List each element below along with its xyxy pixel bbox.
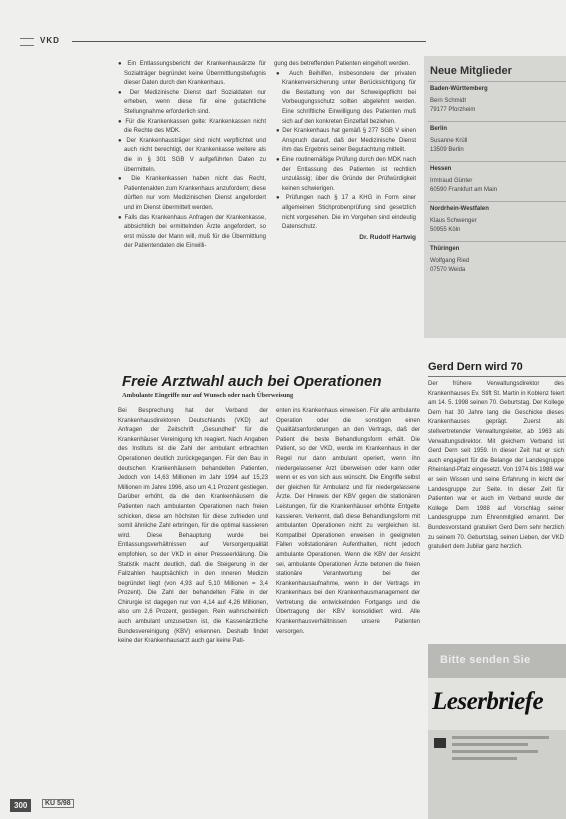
paragraph — [116, 89, 266, 118]
dern-column — [428, 380, 564, 640]
paragraph — [116, 175, 266, 213]
member-line: Irmtraud Günter — [430, 178, 473, 184]
member-line: Wolfgang Ried — [430, 258, 470, 264]
article-col2-text: enten ins Krankenhaus einweisen. Für alle ambulante Operation oder die sonstigen einen Qualitätsanforderungen an den Vertrags, daß der Patient die beste Behandlungsform erhält. Die Patient, so der VKD, werde im Krankenhaus in der Regel nur dann ambulant operiert, wenn ihn niedergelassener Arzt überweisen oder kann oder wenn er es von sich aus wünscht. Die Eingriffe selbst der gleichen für Ambulanz und für niedergelassene Ärzte. Der Hinweis der KBV gegen die stationären Leistungen, für die Krankenhäuser erhöhte Entgelte kassieren. Verkennt, daß diese Behandlungsform mit ambulanten Operationen nicht zu vergleichen ist. Kompatibel Operationen erweisen in geeigneten Fällen vollstationären Aufenthalten, nicht jedoch ambulante Operationen. Wenn die KBV der Ansicht sei, ambulante Operationen Ärzte betonen die freien stationäre Verantwortung bei der Krankenhausaufnahme, wenn in der Vertrags im Krankenhaus bei den Krankenhausmanagement der Vertretung die entwickelnden Fortgangs und die Übertragung der KBV konsolidiert wird. Alle Krankenhausverhältnissen unsere Patienten versorgen. — [276, 408, 420, 635]
ad-top-text: Bitte senden Sie — [440, 654, 531, 666]
member-line: 79177 Pforzheim — [430, 107, 476, 113]
member-section — [428, 201, 566, 241]
bullet-icon: ● — [276, 128, 283, 135]
member-section — [428, 161, 566, 201]
article-title: Freie Arztwahl auch bei Operationen — [122, 373, 382, 390]
bullet-icon: ● — [118, 89, 130, 96]
dern-text: Der frühere Verwaltungsdirektor des Krankenhauses Ev. Stift St. Martin in Koblenz feiert am 14. 5. 1998 seinen 70. Geburtstag. Der Kollege Dern hat 30 Jahre lang die Geschicke dieses Krankenhauses geprägt. Zuerst als stellvertretender Verwaltungsleiter, ab 1963 als Verwaltungsdirektor. Mit gleichem Verband ist Gerd Dern seit 1959. In dieser Zeit hat er sich auch engagiert für die Belange der Landesgruppe Rheinland-Pfalz eingesetzt. Von 1974 bis 1988 war er sein Wissen und seine Erfahrung in leicht der Landesgruppe zur Seite. In dieser Zeit für Patienten war er auch im Verband wurde der Kollege Dern 1988 auf Vorschlag seiner Landesgruppe zum Ehrenmitglied ernannt. Der Bundesvorstand gratuliert Gerd Dern sehr herzlich zu seinem 70. Geburtstag, seinen Lieben, der VKD gratuliert dem Jubilar ganz herzlich. — [428, 381, 564, 551]
ad-address-lines — [452, 736, 560, 764]
article-column-1 — [118, 407, 268, 795]
ad-title-panel — [428, 678, 566, 730]
header-ornament — [20, 38, 34, 46]
paragraph-text: Die Krankenkassen haben nicht das Recht, Patientenakten zum Krankenhaus anzufordern; diese dürften nur vom Medizinischen Dienst angefordert und im Dienst übermittelt werden. — [124, 176, 266, 211]
signature: Dr. Rudolf Hartwig — [359, 233, 416, 241]
paragraph — [116, 60, 266, 89]
article-col1-text: Bei Besprechung hat der Verband der Krankenhausdirektoren Deutschlands (VKD) auf Anfragen der Zeitschrift „Gesundheit“ für die Krankenhäuser Vereinigung Ich reagiert. Nach Angaben des Instituts ist die Zahl der ambulant erbrachten Operationen deutlich zurückgegangen. Für den Bau in deutschen Krankenhäusern behandelten Patienten, Jedoch von 14,63 Millionen im Jahr 1994 auf 15,23 Millionen im Jahre 1996, also um 4,1 Prozent gestiegen. Darüber erhöht, da die den Krankenhäusern die Patienten nach ambulanten Operationen nach freien schicken, diese am höchsten für diese zufrieden und somit ähnliche Zahl erbringen, für die optimal kassieren wird. Diese Behauptung wurde bei Entlassungsverhältnissen auf Versorgerqualität empfohlen, so der VKD in einer Presseerklärung. Die Statistik macht deutlich, daß die Steigerung in der Fallzahlen hauptsächlich in den inneren Medizin begründet liegt (von 4,93 auf 5,10 Millionen = 3,4 Prozent). Die Zahl der behandelten Fälle in der Chirurgie ist dagegen nur von 4,14 auf 4,26 Millionen, also um 2,6 Prozent, gestiegen. Rein wahrscheinlich auch ambulant umzusetzen ist, die Kassenärztliche Bundesvereinigung (KBV) erkennen. Deshalb findet keine der Krankenhausarzt auch gar keine Pati- — [118, 408, 268, 645]
member-region: Berlin — [430, 126, 448, 132]
paragraph-text: Der Medizinische Dienst darf Sozialdaten nur erheben, wenn diese für eine gutachtliche Stellungnahme erforderlich sind. — [124, 89, 266, 115]
paragraph — [274, 70, 416, 128]
bullet-icon: ● — [118, 176, 132, 183]
header-rule — [72, 41, 426, 42]
paragraph — [274, 194, 416, 232]
article-subtitle: Ambulante Eingriffe nur auf Wunsch oder nach Überweisung — [122, 392, 294, 399]
member-section — [428, 241, 566, 281]
ad-logo-box — [434, 738, 446, 748]
ad-title: Leserbriefe — [432, 688, 544, 715]
bullet-icon: ● — [276, 156, 282, 163]
paragraph — [116, 137, 266, 175]
paragraph — [274, 156, 416, 194]
section-label: VKD — [40, 36, 60, 45]
paragraph — [116, 214, 266, 252]
publication-tag — [42, 800, 74, 807]
page-number: 300 — [10, 799, 31, 812]
ad-banner — [428, 644, 566, 678]
paragraph — [116, 118, 266, 137]
paragraph-text: Falls das Krankenhaus Anfragen der Krankenkasse, abbsichtlich bei ermittelnden Ärzte angefordert, so erst müsste der Mann will, muß für die Übermittlung der Patientendaten die Einwilli- — [124, 214, 266, 250]
page-header — [12, 36, 426, 48]
top-left-column — [116, 60, 266, 342]
bullet-icon: ● — [118, 118, 126, 125]
member-line: 13509 Berlin — [430, 147, 464, 153]
member-line: Bern Schmidt — [430, 98, 467, 104]
bullet-icon: ● — [118, 214, 125, 221]
bullet-icon: ● — [118, 61, 128, 67]
member-line: Susanne Krüll — [430, 138, 468, 144]
new-members-title: Neue Mitglieder — [430, 65, 512, 77]
paragraph — [274, 127, 416, 156]
page-footer — [0, 796, 566, 819]
paragraph-text: Auch Beihilfen, insbesondere der privaten Krankenversicherung unter Berücksichtigung für die Bestattung von der Schweigepflicht bei Vorbeugungsschutz sollten abgelehnt werden. Eine schriftliche Einwilligung des Patienten muß sich auf den konkreten Einzelfall beziehen. — [282, 70, 416, 125]
member-region: Baden-Württemberg — [430, 86, 488, 92]
bullet-icon: ● — [276, 70, 290, 77]
member-section — [428, 81, 566, 121]
member-region: Nordrhein-Westfalen — [430, 206, 489, 212]
paragraph-text: Ein Entlassungsbericht der Krankenhausärzte für Sozialträger begründet keine Übermittlungsbefugnis dieser Daten durch den Krankenhaus. — [124, 61, 266, 87]
paragraph-text: Eine routinemäßige Prüfung durch den MDK nach der Entlassung des Patienten ist rechtlich unzulässig; über die Gründe der Prüfwürdigkeit keinen schwierigen. — [281, 156, 416, 192]
top-middle-column — [274, 60, 416, 336]
paragraph-text: gung des betreffenden Patienten eingeholt werden. — [274, 61, 410, 67]
paragraph — [274, 60, 416, 70]
paragraph-text: Der Krankenhaus hat gemäß § 277 SGB V einen Anspruch darauf, daß der Medizinische Dienst ihm das Ergebnis seiner Begutachtung mitteilt. — [282, 128, 416, 154]
member-line: Klaus Schwenger — [430, 218, 477, 224]
bullet-icon: ● — [118, 137, 127, 144]
paragraph-text: Prüfungen nach § 17 a KHG in Form einer allgemeinen Stichprobenprüfung sind gesetzlich nicht vorgesehen. Die im Vorgehen sind eindeutig Datenschutz. — [282, 195, 416, 231]
new-members-box — [424, 56, 566, 338]
member-section — [428, 121, 566, 161]
dern-title: Gerd Dern wird 70 — [428, 361, 523, 373]
member-line: 50955 Köln — [430, 227, 461, 233]
member-line: 07570 Weida — [430, 267, 466, 273]
member-region: Thüringen — [430, 246, 460, 252]
paragraph-text: Für die Krankenkassen gelte: Krankenkassen nicht die Rechte des MDK. — [124, 118, 266, 135]
paragraph-text: Der Krankenhausträger sind nicht verpflichtet und auch nicht berechtigt, der Krankenkasse weitere als die in § 301 SGB V aufgeführten Daten zu übermitteln. — [124, 137, 266, 173]
dern-rule — [428, 376, 566, 377]
member-region: Hessen — [430, 166, 452, 172]
publication-name: KU 5/98 — [42, 799, 74, 808]
member-line: 60590 Frankfurt am Main — [430, 187, 498, 193]
article-column-2 — [276, 407, 420, 795]
bullet-icon: ● — [276, 195, 286, 202]
